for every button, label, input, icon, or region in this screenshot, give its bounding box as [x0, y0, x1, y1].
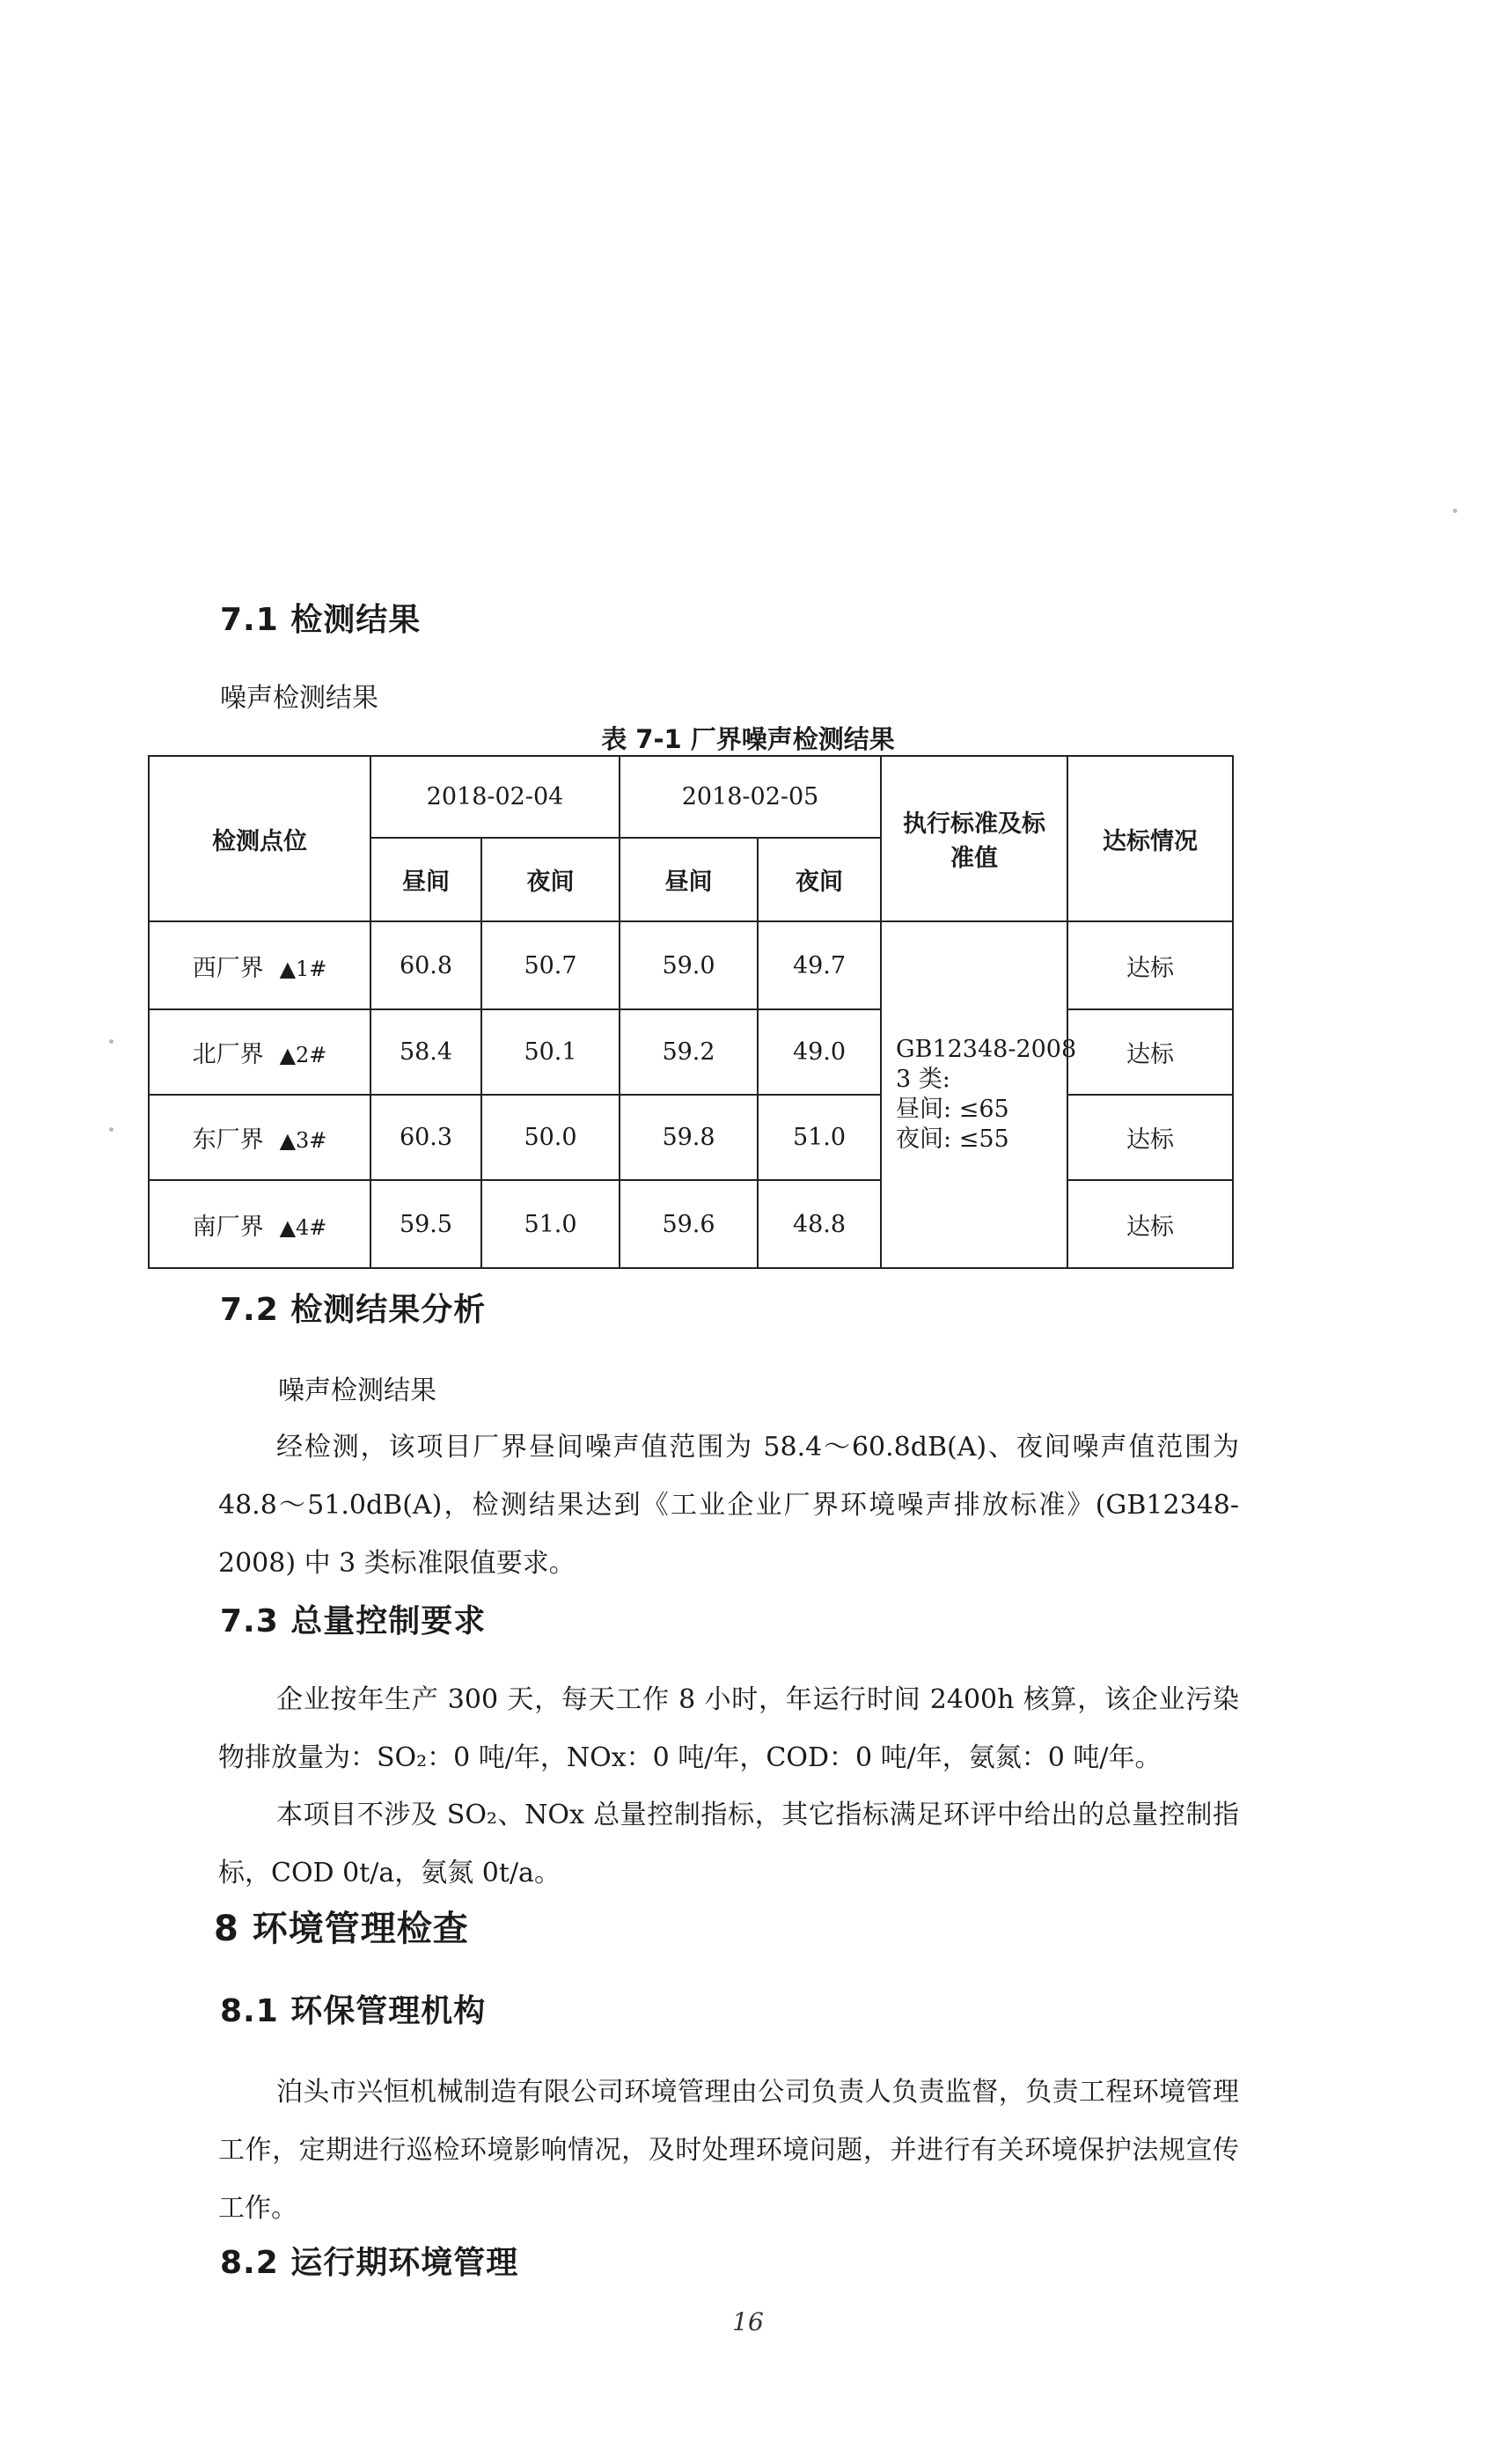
- total-control-paragraph-2: 本项目不涉及 SO₂、NOx 总量控制指标，其它指标满足环评中给出的总量控制指标，COD 0t/a，氨氮 0t/a。: [218, 1800, 1239, 1888]
- point-mark: ▲2#: [279, 1043, 327, 1067]
- header-result: 达标情况: [1067, 756, 1233, 921]
- header-standard: 执行标准及标准值: [881, 756, 1067, 921]
- result-cell: 达标: [1067, 1095, 1233, 1180]
- standard-cell: [881, 921, 1077, 1268]
- point-cell: [149, 921, 370, 1009]
- result-cell: 达标: [1067, 1009, 1233, 1095]
- table-row: [149, 1180, 1233, 1268]
- value-cell: 50.1: [481, 1009, 620, 1095]
- value-cell: 59.8: [620, 1095, 758, 1180]
- header-day-1: 昼间: [370, 838, 481, 921]
- header-night-1: 夜间: [481, 838, 620, 921]
- section-heading-7-1: 7.1 检测结果: [220, 602, 422, 638]
- section-heading-7-3: 7.3 总量控制要求: [220, 1603, 487, 1639]
- standard-night-limit: 夜间: ≤55: [896, 1126, 1009, 1153]
- value-cell: 49.7: [758, 921, 881, 1009]
- standard-day-limit: 昼间: ≤65: [896, 1096, 1009, 1123]
- section-heading-8-1: 8.1 环保管理机构: [220, 1993, 487, 2029]
- table-row: [149, 1095, 1233, 1180]
- point-cell: [149, 1180, 370, 1268]
- header-night-2: 夜间: [758, 838, 881, 921]
- value-cell: 59.2: [620, 1009, 758, 1095]
- value-cell: 59.6: [620, 1180, 758, 1268]
- analysis-paragraph: 经检测，该项目厂界昼间噪声值范围为 58.4～60.8dB(A)、夜间噪声值范围为 48.8～51.0dB(A)，检测结果达到《工业企业厂界环境噪声排放标准》(GB12348-2008) 中 3 类标准限值要求。: [218, 1432, 1239, 1579]
- value-cell: 58.4: [370, 1009, 481, 1095]
- standard-code: GB12348-2008: [896, 1036, 1077, 1063]
- table-row: [149, 921, 1233, 1009]
- result-cell: 达标: [1067, 921, 1233, 1009]
- section-heading-8: 8 环境管理检查: [214, 1909, 469, 1949]
- scan-speck: [109, 1127, 114, 1132]
- noise-results-table: [148, 755, 1234, 1269]
- header-date-1: 2018-02-04: [370, 756, 620, 838]
- standard-class: 3 类:: [896, 1066, 950, 1093]
- value-cell: 59.5: [370, 1180, 481, 1268]
- scan-speck: [109, 1039, 114, 1044]
- value-cell: 48.8: [758, 1180, 881, 1268]
- page-number: 16: [732, 2307, 764, 2336]
- value-cell: 50.7: [481, 921, 620, 1009]
- point-cell: [149, 1095, 370, 1180]
- point-name: 西厂界: [192, 954, 264, 982]
- section-heading-7-2: 7.2 检测结果分析: [220, 1292, 487, 1328]
- value-cell: 59.0: [620, 921, 758, 1009]
- result-cell: 达标: [1067, 1180, 1233, 1268]
- point-cell: [149, 1009, 370, 1095]
- section-heading-8-2: 8.2 运行期环境管理: [220, 2245, 519, 2281]
- header-day-2: 昼间: [620, 838, 758, 921]
- point-mark: ▲4#: [279, 1214, 327, 1240]
- header-date-2: 2018-02-05: [620, 756, 881, 838]
- scan-speck: [1453, 509, 1457, 513]
- total-control-paragraph-1: 企业按年生产 300 天，每天工作 8 小时，年运行时间 2400h 核算，该企业污染物排放量为：SO₂：0 吨/年，NOx：0 吨/年，COD：0 吨/年，氨氮：0 吨/年。: [218, 1684, 1239, 1773]
- noise-subheading: 噪声检测结果: [278, 1375, 436, 1406]
- value-cell: 60.3: [370, 1095, 481, 1180]
- point-mark: ▲1#: [279, 956, 327, 981]
- value-cell: 51.0: [481, 1180, 620, 1268]
- point-name: 东厂界: [192, 1126, 264, 1154]
- value-cell: 51.0: [758, 1095, 881, 1180]
- point-name: 南厂界: [192, 1213, 264, 1241]
- point-name: 北厂界: [192, 1041, 264, 1068]
- value-cell: 50.0: [481, 1095, 620, 1180]
- point-mark: ▲3#: [279, 1128, 327, 1153]
- header-point: 检测点位: [149, 756, 370, 921]
- table-caption: 表 7-1 厂界噪声检测结果: [601, 724, 895, 754]
- organization-paragraph: 泊头市兴恒机械制造有限公司环境管理由公司负责人负责监督，负责工程环境管理工作，定期进行巡检环境影响情况，及时处理环境问题，并进行有关环境保护法规宣传工作。: [218, 2077, 1239, 2224]
- value-cell: 49.0: [758, 1009, 881, 1095]
- value-cell: 60.8: [370, 921, 481, 1009]
- noise-subheading: 噪声检测结果: [220, 683, 378, 714]
